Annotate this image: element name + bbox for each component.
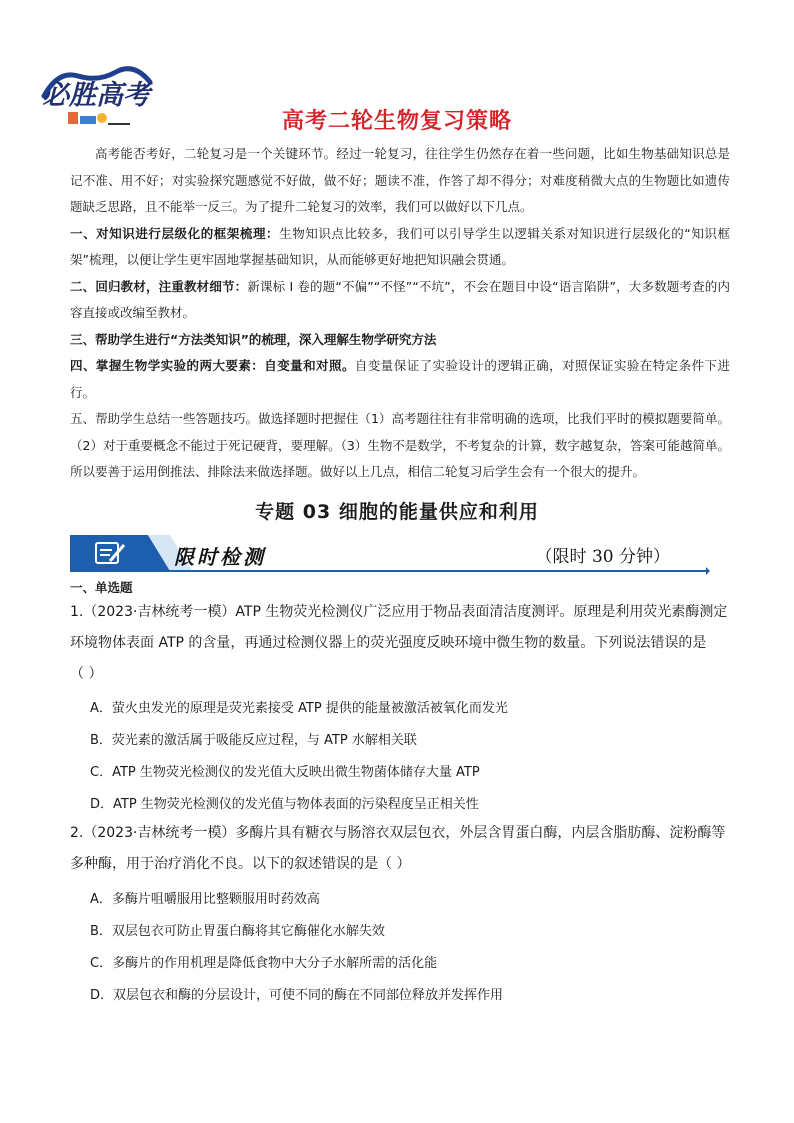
strategy-point-4 — [70, 353, 730, 406]
notebook-pen-icon — [94, 539, 128, 567]
strategy-point-2-head: 二、回归教材，注重教材细节： — [70, 278, 248, 294]
strategy-point-5: 五、帮助学生总结一些答题技巧。做选择题时把握住（1）高考题往往有非常明确的选项，比我们平时的模拟题要简单。（2）对于重要概念不能过于死记硬背，要理解。（3）生物不是数学，不考复杂的计算，数字越复杂，答案可能越简单。所以要善于运用倒推法、排除法来做选择题。做好以上几点，相信二轮复习后学生会有一个很大的提升。 — [70, 411, 730, 479]
question-2-option-c: C．多酶片的作用机理是降低食物中大分子水解所需的活化能 — [90, 956, 438, 971]
question-1-stem — [70, 597, 730, 690]
question-1-option-d: D．ATP 生物荧光检测仪的发光值与物体表面的污染程度呈正相关性 — [90, 797, 479, 812]
strategy-point-4-head: 四、掌握生物学实验的两大要素：自变量和对照。 — [70, 358, 355, 373]
question-2-option-a: A．多酶片咀嚼服用比整颗服用时药效高 — [90, 892, 320, 907]
time-limit-label: （限时 30 分钟） — [535, 547, 670, 567]
topic-title: 专题 03 细胞的能量供应和利用 — [255, 501, 539, 523]
question-2-stem — [70, 818, 730, 880]
strategy-point-2-body: 新课标 I 卷的题“不偏”“不怪”“不坑”，不会在题目中设“语言陷阱”，大多数题考查的内容直接或改编至教材。 — [70, 278, 730, 320]
question-stem-line: 1.（2023·吉林统考一模）ATP 生物荧光检测仪广泛应用于物品表面清洁度测评。原理是利用荧光素酶测定 — [70, 604, 728, 620]
question-1-option-b: B．荧光素的激活属于吸能反应过程，与 ATP 水解相关联 — [90, 733, 417, 748]
strategy-point-1-body: 生物知识点比较多，我们可以引导学生以逻辑关系对知识进行层级化的“知识框架”梳理，以便让学生更牢固地掌握基础知识，从而能够更好地把知识融会贯通。 — [70, 225, 730, 267]
banner-title: 限时检测 — [174, 545, 266, 569]
question-1-option-a: A．萤火虫发光的原理是荧光素接受 ATP 提供的能量被激活被氧化而发光 — [90, 701, 508, 716]
question-1-option-c: C．ATP 生物荧光检测仪的发光值大反映出微生物菌体储存大量 ATP — [90, 765, 480, 780]
strategy-point-2 — [70, 274, 730, 327]
question-stem-line: 多种酶，用于治疗消化不良。以下的叙述错误的是（ ） — [70, 856, 411, 872]
question-2-option-d: D．双层包衣和酶的分层设计，可使不同的酶在不同部位释放并发挥作用 — [90, 988, 504, 1003]
page-title: 高考二轮生物复习策略 — [281, 109, 512, 134]
question-2-option-b: B．双层包衣可防止胃蛋白酶将其它酶催化水解失效 — [90, 924, 385, 939]
strategy-point-4-body: 自变量保证了实验设计的逻辑正确，对照保证实验在特定条件下进行。 — [70, 358, 730, 400]
question-stem-line: （ ） — [70, 666, 103, 682]
intro-paragraph: 高考能否考好，二轮复习是一个关键环节。经过一轮复习，往往学生仍然存在着一些问题，比如生物基础知识总是记不准、用不好；对实验探究题感觉不好做，做不好；题读不准，作答了却不得分；对难度稍微大点的生物题比如遗传题缺乏思路，且不能举一反三。为了提升二轮复习的效率，我们可以做好以下几点。 — [70, 146, 730, 214]
section-banner — [70, 535, 710, 575]
strategy-point-1 — [70, 221, 730, 274]
strategy-point-1-head: 一、对知识进行层级化的框架梳理： — [70, 225, 280, 241]
svg-text:必胜高考: 必胜高考 — [42, 80, 150, 111]
question-stem-line: 2.（2023·吉林统考一模）多酶片具有糖衣与肠溶衣双层包衣，外层含胃蛋白酶，内层含脂肪酶、淀粉酶等 — [70, 825, 726, 841]
question-stem-line: 环境物体表面 ATP 的含量，再通过检测仪器上的荧光强度反映环境中微生物的数量。下列说法错误的是 — [70, 635, 707, 651]
intro-section — [70, 141, 730, 486]
strategy-point-3: 三、帮助学生进行“方法类知识”的梳理，深入理解生物学研究方法 — [70, 331, 437, 347]
section-label: 一、单选题 — [70, 580, 133, 595]
